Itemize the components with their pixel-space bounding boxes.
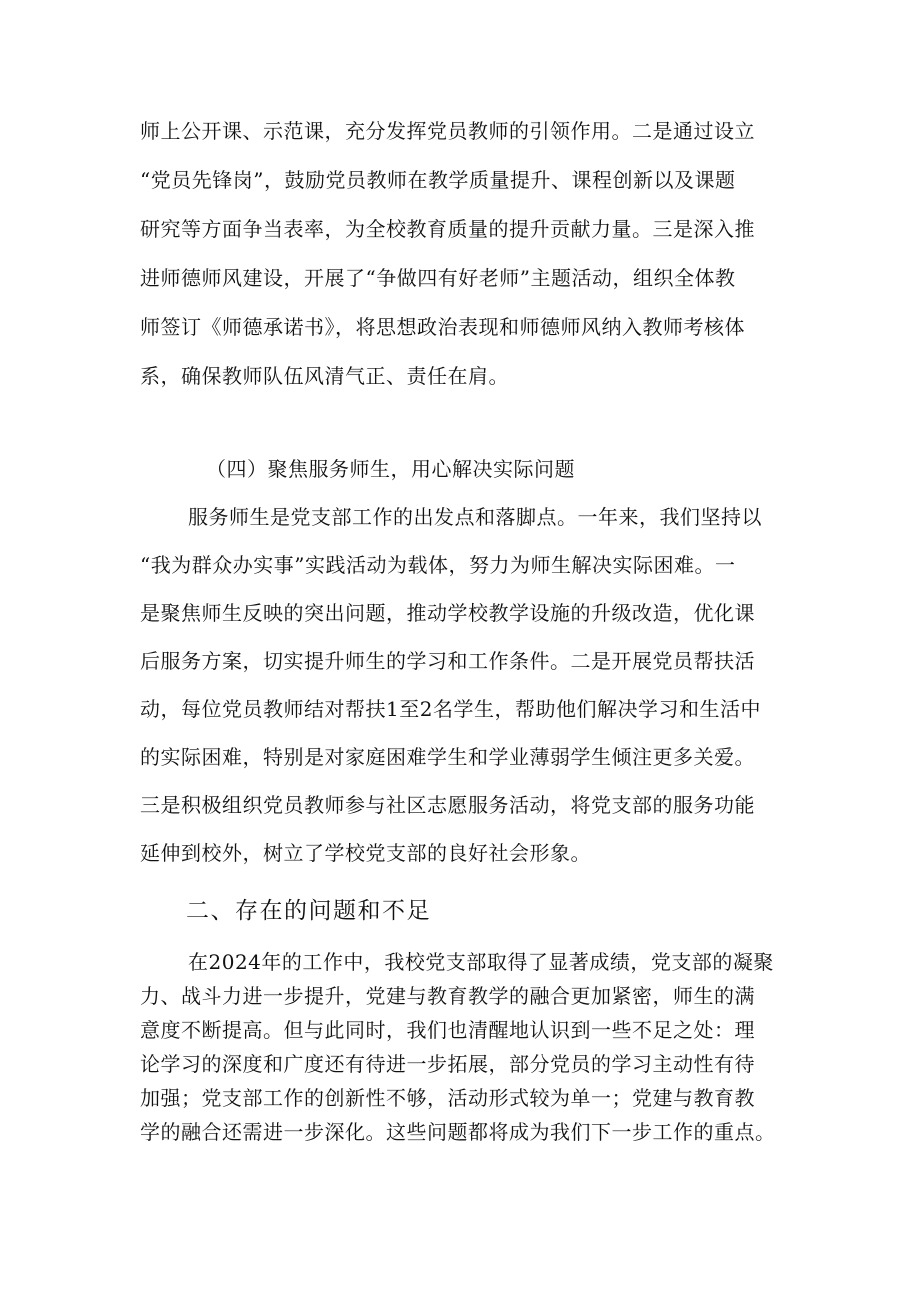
paragraph-problems bbox=[140, 950, 790, 1154]
subheading-serve-teachers-students: （四）聚焦服务师生，用心解决实际问题 bbox=[206, 457, 575, 481]
paragraph-line: 后服务方案，切实提升师生的学习和工作条件。二是开展党员帮扶活 bbox=[140, 649, 755, 673]
paragraph-line: 在2024年的工作中，我校党支部取得了显著成绩，党支部的凝聚 bbox=[188, 950, 774, 974]
paragraph-line: 是聚焦师生反映的突出问题，推动学校教学设施的升级改造，优化课 bbox=[140, 601, 755, 625]
paragraph-line: 的实际困难，特别是对家庭困难学生和学业薄弱学生倾注更多关爱。 bbox=[140, 745, 755, 769]
paragraph-line: 力、战斗力进一步提升，党建与教育教学的融合更加紧密，师生的满 bbox=[140, 984, 755, 1008]
paragraph-line: 加强；党支部工作的创新性不够，活动形式较为单一；党建与教育教 bbox=[140, 1086, 755, 1110]
paragraph-line: 意度不断提高。但与此同时，我们也清醒地认识到一些不足之处：理 bbox=[140, 1018, 755, 1042]
paragraph-line: 学的融合还需进一步深化。这些问题都将成为我们下一步工作的重点。 bbox=[140, 1120, 776, 1144]
paragraph-line: 动，每位党员教师结对帮扶1至2名学生，帮助他们解决学习和生活中 bbox=[140, 697, 761, 721]
paragraph-line: 师签订《师德承诺书》，将思想政治表现和师德师风纳入教师考核体 bbox=[140, 315, 745, 339]
paragraph-teacher-ethics bbox=[140, 119, 790, 413]
paragraph-line: 论学习的深度和广度还有待进一步拓展，部分党员的学习主动性有待 bbox=[140, 1052, 755, 1076]
paragraph-serve-teachers-students bbox=[140, 505, 790, 889]
paragraph-line: 进师德师风建设，开展了“争做四有好老师”主题活动，组织全体教 bbox=[140, 266, 736, 290]
paragraph-line: 延伸到校外，树立了学校党支部的良好社会形象。 bbox=[140, 841, 591, 865]
paragraph-line: “党员先锋岗”，鼓励党员教师在教学质量提升、课程创新以及课题 bbox=[140, 168, 736, 192]
section-heading-problems: 二、存在的问题和不足 bbox=[186, 898, 431, 924]
paragraph-line: 服务师生是党支部工作的出发点和落脚点。一年来，我们坚持以 bbox=[188, 505, 762, 529]
paragraph-line: “我为群众办实事”实践活动为载体，努力为师生解决实际困难。一 bbox=[140, 553, 736, 577]
paragraph-line: 研究等方面争当表率，为全校教育质量的提升贡献力量。三是深入推 bbox=[140, 217, 755, 241]
paragraph-line: 系，确保教师队伍风清气正、责任在肩。 bbox=[140, 364, 509, 388]
paragraph-line: 三是积极组织党员教师参与社区志愿服务活动，将党支部的服务功能 bbox=[140, 793, 755, 817]
paragraph-line: 师上公开课、示范课，充分发挥党员教师的引领作用。二是通过设立 bbox=[140, 119, 755, 143]
